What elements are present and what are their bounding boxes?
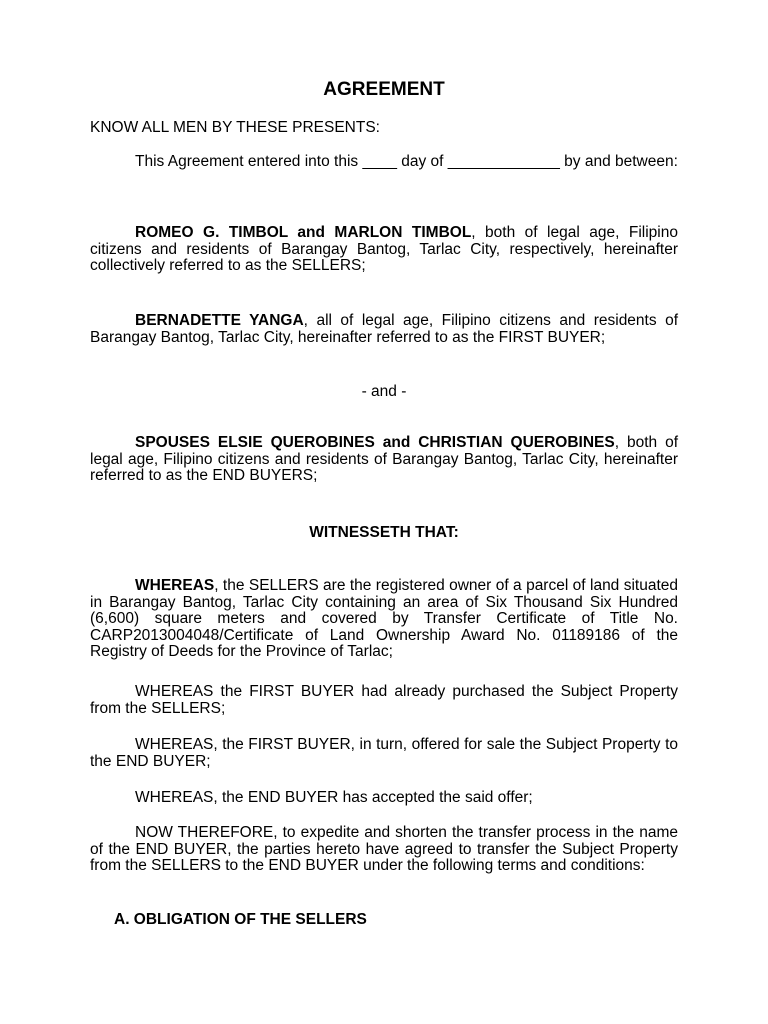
whereas-paragraph-2: WHEREAS the FIRST BUYER had already purchased the Subject Property from the SELLERS; — [90, 683, 678, 717]
sellers-paragraph — [90, 225, 678, 275]
sellers-text: , both of legal age, Filipino citizens and residents of Barangay Bantog, Tarlac City, respectively, hereinafter collectively referred to as the SELLERS; — [90, 224, 678, 274]
whereas-paragraph-4: WHEREAS, the END BUYER has accepted the said offer; — [135, 789, 533, 806]
whereas-paragraph-3: WHEREAS, the FIRST BUYER, in turn, offered for sale the Subject Property to the END BUYER; — [90, 736, 678, 770]
end-buyers-paragraph — [90, 435, 678, 485]
intro-paragraph: This Agreement entered into this ____ day of _____________ by and between: — [135, 153, 678, 170]
document-title: AGREEMENT — [323, 79, 445, 100]
and-separator: - and - — [361, 383, 407, 400]
sellers-names: ROMEO G. TIMBOL and MARLON TIMBOL — [135, 224, 472, 241]
end-buyers-text: , both of legal age, Filipino citizens and residents of Barangay Bantog, Tarlac City, hereinafter referred to as the END BUYERS; — [90, 434, 679, 484]
first-buyer-paragraph — [90, 313, 678, 346]
first-buyer-names: BERNADETTE YANGA — [135, 312, 304, 329]
end-buyers-names: SPOUSES ELSIE QUEROBINES and CHRISTIAN QUEROBINES — [135, 434, 615, 451]
whereas-1-text: , the SELLERS are the registered owner of a parcel of land situated in Barangay Bantog, Tarlac City containing an area of Six Thousand Six Hundred (6,600) square meters and covered by Transfer Certificate of Title No. CARP2013004048/Certificate of Land Ownership Award No. 01189186 of the Registry of Deeds for the Province of Tarlac; — [90, 577, 678, 660]
now-therefore-paragraph: NOW THEREFORE, to expedite and shorten the transfer process in the name of the END BUYER, the parties hereto have agreed to transfer the Subject Property from the SELLERS to the END BUYER under the following terms and conditions: — [90, 824, 678, 874]
section-a-heading: A. OBLIGATION OF THE SELLERS — [114, 911, 367, 928]
opening-line: KNOW ALL MEN BY THESE PRESENTS: — [90, 119, 380, 136]
whereas-paragraph-1 — [90, 578, 678, 661]
first-buyer-text: , all of legal age, Filipino citizens and residents of Barangay Bantog, Tarlac City, hereinafter referred to as the FIRST BUYER; — [90, 312, 679, 346]
whereas-1-lead: WHEREAS — [135, 577, 215, 594]
witnesseth-heading: WITNESSETH THAT: — [309, 524, 459, 541]
